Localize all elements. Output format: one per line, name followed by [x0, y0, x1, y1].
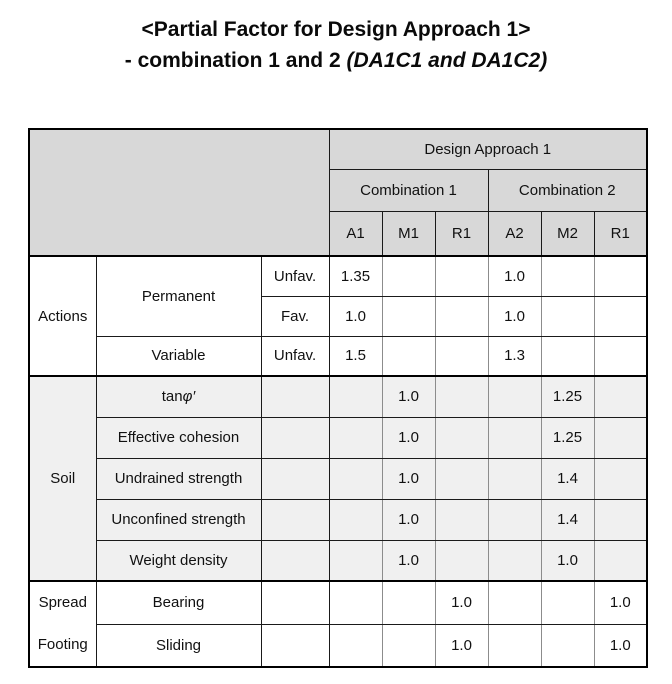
col-header-r1b: R1 — [594, 211, 647, 256]
col-header-m2: M2 — [541, 211, 594, 256]
value-cell — [594, 336, 647, 376]
section-label-footing: Footing — [37, 636, 88, 653]
tan-phi-italic: φ′ — [182, 388, 196, 406]
value-cell — [329, 458, 382, 499]
value-cell — [329, 417, 382, 458]
row-label-weight-density: Weight density — [96, 540, 261, 581]
value-cell — [329, 540, 382, 581]
value-cell — [435, 417, 488, 458]
row-label-bearing: Bearing — [96, 581, 261, 624]
value-cell — [488, 499, 541, 540]
col-header-m1: M1 — [382, 211, 435, 256]
value-cell — [382, 256, 435, 296]
corner-cell — [29, 129, 329, 256]
value-cell: 1.0 — [329, 296, 382, 336]
row-label-variable: Variable — [96, 336, 261, 376]
row-label-sliding: Sliding — [96, 624, 261, 667]
col-header-a1: A1 — [329, 211, 382, 256]
sub-label-unfav: Unfav. — [261, 256, 329, 296]
value-cell — [488, 540, 541, 581]
value-cell: 1.4 — [541, 499, 594, 540]
page-title — [0, 0, 672, 76]
sub-label-empty — [261, 540, 329, 581]
value-cell — [594, 540, 647, 581]
value-cell: 1.0 — [594, 581, 647, 624]
value-cell: 1.5 — [329, 336, 382, 376]
title-line-2-text: - combination 1 and 2 — [124, 49, 347, 72]
value-cell: 1.0 — [488, 256, 541, 296]
value-cell: 1.0 — [488, 296, 541, 336]
value-cell: 1.0 — [435, 624, 488, 667]
value-cell — [329, 624, 382, 667]
row-label-undrained-strength: Undrained strength — [96, 458, 261, 499]
value-cell — [435, 336, 488, 376]
value-cell: 1.25 — [541, 417, 594, 458]
value-cell — [382, 296, 435, 336]
value-cell — [435, 296, 488, 336]
value-cell: 1.0 — [594, 624, 647, 667]
value-cell — [382, 624, 435, 667]
sub-label-empty — [261, 499, 329, 540]
value-cell — [541, 256, 594, 296]
col-header-r1: R1 — [435, 211, 488, 256]
header-design-approach: Design Approach 1 — [329, 129, 647, 169]
value-cell: 1.0 — [435, 581, 488, 624]
row-label-permanent: Permanent — [96, 256, 261, 336]
value-cell — [488, 624, 541, 667]
value-cell — [594, 417, 647, 458]
sub-label-empty — [261, 624, 329, 667]
sub-label-empty — [261, 458, 329, 499]
value-cell — [435, 256, 488, 296]
value-cell: 1.25 — [541, 376, 594, 417]
header-combination-1: Combination 1 — [329, 169, 488, 211]
value-cell — [488, 417, 541, 458]
value-cell — [541, 624, 594, 667]
tan-phi-roman: tan — [161, 388, 183, 406]
row-label-effective-cohesion: Effective cohesion — [96, 417, 261, 458]
sub-label-empty — [261, 376, 329, 417]
value-cell — [329, 581, 382, 624]
sub-label-unfav: Unfav. — [261, 336, 329, 376]
value-cell — [329, 376, 382, 417]
value-cell — [541, 581, 594, 624]
section-label-soil: Soil — [29, 376, 96, 581]
value-cell — [435, 458, 488, 499]
section-label-spread-footing — [29, 581, 96, 667]
value-cell — [594, 296, 647, 336]
row-label-unconfined-strength: Unconfined strength — [96, 499, 261, 540]
col-header-a2: A2 — [488, 211, 541, 256]
row-label-tan-phi — [96, 376, 261, 417]
title-line-2-italic: (DA1C1 and DA1C2) — [346, 49, 548, 72]
value-cell — [382, 581, 435, 624]
value-cell — [488, 458, 541, 499]
value-cell — [382, 336, 435, 376]
value-cell — [594, 499, 647, 540]
value-cell — [488, 581, 541, 624]
value-cell — [435, 540, 488, 581]
value-cell — [435, 499, 488, 540]
value-cell: 1.3 — [488, 336, 541, 376]
value-cell: 1.0 — [382, 499, 435, 540]
value-cell — [329, 499, 382, 540]
value-cell: 1.35 — [329, 256, 382, 296]
sub-label-fav: Fav. — [261, 296, 329, 336]
header-combination-2: Combination 2 — [488, 169, 647, 211]
section-label-spread: Spread — [38, 594, 87, 611]
section-label-actions: Actions — [29, 256, 96, 376]
value-cell: 1.0 — [382, 458, 435, 499]
value-cell: 1.0 — [382, 540, 435, 581]
value-cell: 1.0 — [541, 540, 594, 581]
value-cell — [488, 376, 541, 417]
value-cell — [594, 376, 647, 417]
value-cell: 1.0 — [382, 376, 435, 417]
partial-factor-table — [28, 128, 648, 668]
value-cell: 1.4 — [541, 458, 594, 499]
value-cell — [594, 256, 647, 296]
value-cell: 1.0 — [382, 417, 435, 458]
sub-label-empty — [261, 417, 329, 458]
value-cell — [435, 376, 488, 417]
value-cell — [594, 458, 647, 499]
sub-label-empty — [261, 581, 329, 624]
value-cell — [541, 296, 594, 336]
title-line-2 — [0, 45, 672, 76]
title-line-1: <Partial Factor for Design Approach 1> — [141, 18, 531, 41]
value-cell — [541, 336, 594, 376]
